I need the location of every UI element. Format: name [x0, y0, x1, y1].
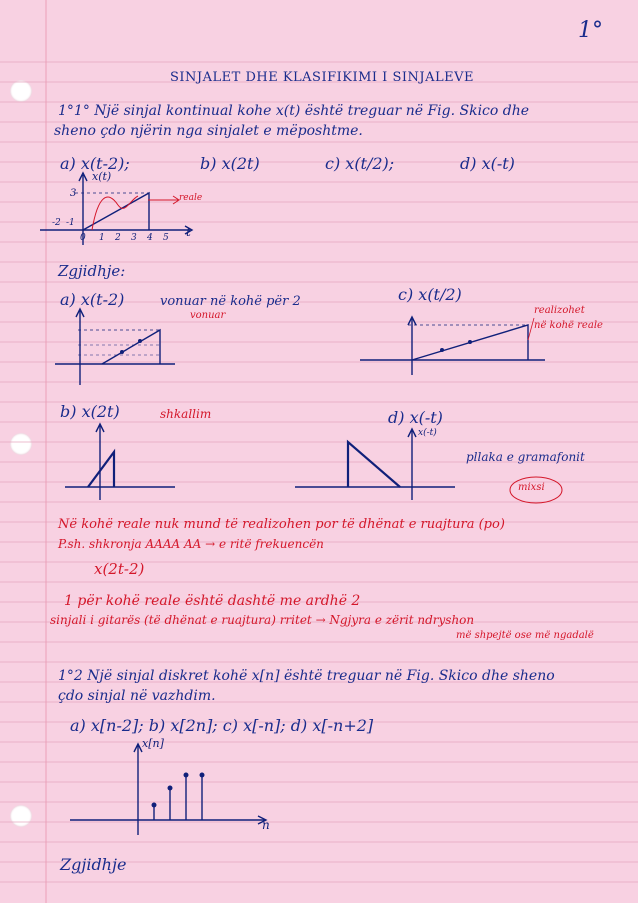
problem-1-part-d: d) x(-t) — [460, 154, 515, 173]
page-title: SINJALET DHE KLASIFIKIMI I SINJALEVE — [170, 70, 474, 85]
answer-a-note-2: vonuar — [190, 310, 226, 321]
graph-1-xtick: -1 — [66, 218, 75, 228]
red-note-line-3: 1 për kohë reale është dashtë me ardhë 2 — [64, 593, 361, 609]
problem-1-part-b: b) x(2t) — [200, 154, 260, 173]
problem-2-line-1: 1°2 Një sinjal diskret kohë x[n] është treguar në Fig. Skico dhe sheno — [58, 668, 555, 684]
graph-1-ytick: 3 — [70, 188, 77, 199]
graph-1-xtick: 1 — [99, 233, 105, 243]
graph-1-xtick: -2 — [52, 218, 61, 228]
problem-2-parts: a) x[n-2]; b) x[2n]; c) x[-n]; d) x[-n+2] — [70, 716, 374, 735]
red-note-expr: x(2t-2) — [94, 560, 145, 578]
answer-c-label: c) x(t/2) — [398, 285, 462, 304]
solution-label: Zgjidhje: — [58, 262, 126, 280]
mixer-bubble: mixsi — [518, 482, 545, 493]
answer-c-note-2: në kohë reale — [534, 320, 603, 331]
graph-xn-n-label: n — [262, 818, 270, 832]
graph-1-xtick: 5 — [163, 233, 169, 243]
red-note-line-4: sinjali i gitarës (të dhënat e ruajtura) rritet → Ngjyra e zërit ndryshon — [50, 613, 475, 627]
problem-1-line-2: sheno çdo njërin nga sinjalet e mëposhtme. — [54, 123, 363, 139]
answer-a-note: vonuar në kohë për 2 — [160, 294, 301, 309]
graph-1-ylabel: x(t) — [92, 170, 112, 183]
problem-2-line-2: çdo sinjal në vazhdim. — [58, 688, 216, 704]
problem-1-part-c: c) x(t/2); — [325, 154, 395, 173]
red-note-line-5: më shpejtë ose më ngadalë — [456, 630, 594, 641]
answer-d-axis-label: x(-t) — [418, 428, 437, 438]
red-note-line-1: Në kohë reale nuk mund të realizohen por të dhënat e ruajtura (po) — [58, 517, 505, 532]
graph-1-t-label: t — [186, 225, 191, 239]
graph-xn-ylabel: x[n] — [142, 737, 164, 750]
graph-1-xtick: 4 — [147, 233, 153, 243]
graph-1-xtick: 2 — [115, 233, 121, 243]
graph-1-annotation: reale — [179, 193, 203, 203]
graph-1-xtick: 3 — [131, 233, 137, 243]
answer-b-note: shkallim — [160, 407, 212, 421]
page-number: 1° — [578, 18, 603, 43]
red-note-line-2: P.sh. shkronja AAAA AA → e ritë frekuencën — [58, 537, 324, 551]
answer-d-note: pllaka e gramafonit — [466, 450, 585, 464]
answer-c-note: realizohet — [534, 305, 585, 316]
problem-2-solution: Zgjidhje — [60, 855, 127, 874]
graph-1-xtick: 0 — [80, 233, 86, 243]
answer-b-label: b) x(2t) — [60, 402, 120, 421]
problem-1-part-a: a) x(t-2); — [60, 154, 130, 173]
problem-1-line-1: 1°1° Një sinjal kontinual kohe x(t) është treguar në Fig. Skico dhe — [58, 103, 530, 119]
answer-d-label: d) x(-t) — [388, 408, 443, 427]
answer-a-label: a) x(t-2) — [60, 290, 125, 309]
